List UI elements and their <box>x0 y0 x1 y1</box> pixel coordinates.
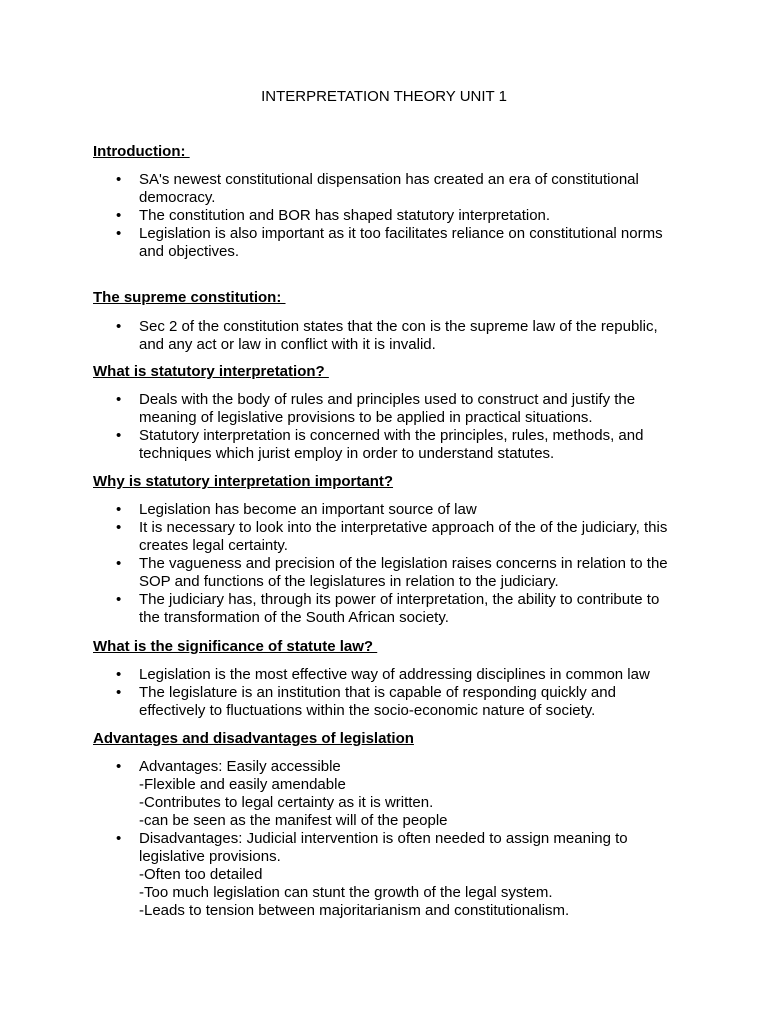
section-list-significance <box>93 666 680 720</box>
section-heading-supreme-constitution: The supreme constitution: <box>93 289 286 306</box>
disadvantages-lead: Disadvantages: Judicial intervention is often needed to assign meaning to legislative provisions. <box>139 830 628 865</box>
bullet-icon: • <box>116 758 122 775</box>
bullet-icon: • <box>116 427 122 444</box>
list-item: • Deals with the body of rules and principles used to construct and justify the meaning of legislative provisions to be applied in practical situations. <box>116 391 636 426</box>
disadvantage-subitem: -Too much legislation can stunt the growth of the legal system. <box>139 884 553 901</box>
section-heading-introduction: Introduction: <box>93 143 190 160</box>
section-list-statutory-interpretation <box>93 391 680 463</box>
list-item: • The legislature is an institution that is capable of responding quickly and effectively to fluctuations within the socio-economic nature of society. <box>116 684 616 719</box>
bullet-icon: • <box>116 207 122 224</box>
list-item: • Statutory interpretation is concerned with the principles, rules, methods, and techniques which jurist employ in order to understand statutes. <box>116 427 644 462</box>
bullet-icon: • <box>116 318 122 335</box>
bullet-icon: • <box>116 591 122 608</box>
bullet-icon: • <box>116 171 122 188</box>
bullet-icon: • <box>116 666 122 683</box>
list-item: • It is necessary to look into the interpretative approach of the of the judiciary, this creates legal certainty. <box>116 519 668 554</box>
section-heading-why-important: Why is statutory interpretation important? <box>93 473 394 490</box>
bullet-icon: • <box>116 830 122 847</box>
list-item-advantages <box>93 758 680 830</box>
list-item: • Legislation is the most effective way of addressing disciplines in common law <box>116 666 650 683</box>
bullet-icon: • <box>116 501 122 518</box>
section-heading-advantages-disadvantages: Advantages and disadvantages of legislation <box>93 730 414 747</box>
section-heading-significance: What is the significance of statute law? <box>93 638 378 655</box>
section-list-why-important <box>93 501 680 627</box>
advantage-subitem: -can be seen as the manifest will of the people <box>139 812 448 829</box>
advantages-lead: Advantages: Easily accessible <box>139 758 341 775</box>
document-title: INTERPRETATION THEORY UNIT 1 <box>261 88 507 105</box>
section-heading-statutory-interpretation: What is statutory interpretation? <box>93 363 329 380</box>
bullet-icon: • <box>116 555 122 572</box>
disadvantage-subitem: -Leads to tension between majoritarianism and constitutionalism. <box>139 902 570 919</box>
list-item: • The judiciary has, through its power of interpretation, the ability to contribute to the transformation of the South African society. <box>116 591 660 626</box>
advantage-subitem: -Contributes to legal certainty as it is written. <box>139 794 434 811</box>
section-list-supreme-constitution <box>93 318 680 354</box>
section-list-introduction <box>93 171 680 261</box>
list-item: • Legislation has become an important source of law <box>116 501 477 518</box>
disadvantage-subitem: -Often too detailed <box>139 866 263 883</box>
bullet-icon: • <box>116 519 122 536</box>
bullet-icon: • <box>116 391 122 408</box>
list-item-disadvantages <box>93 830 680 920</box>
list-item: • Legislation is also important as it too facilitates reliance on constitutional norms and objectives. <box>116 225 663 260</box>
list-item: • The vagueness and precision of the legislation raises concerns in relation to the SOP and functions of the legislatures in relation to the judiciary. <box>116 555 668 590</box>
list-item: • SA's newest constitutional dispensation has created an era of constitutional democracy. <box>116 171 639 206</box>
advantage-subitem: -Flexible and easily amendable <box>139 776 346 793</box>
list-item: • Sec 2 of the constitution states that the con is the supreme law of the republic, and any act or law in conflict with it is invalid. <box>116 318 658 353</box>
bullet-icon: • <box>116 684 122 701</box>
bullet-icon: • <box>116 225 122 242</box>
section-list-advantages-disadvantages <box>93 758 680 920</box>
list-item: • The constitution and BOR has shaped statutory interpretation. <box>116 207 551 224</box>
